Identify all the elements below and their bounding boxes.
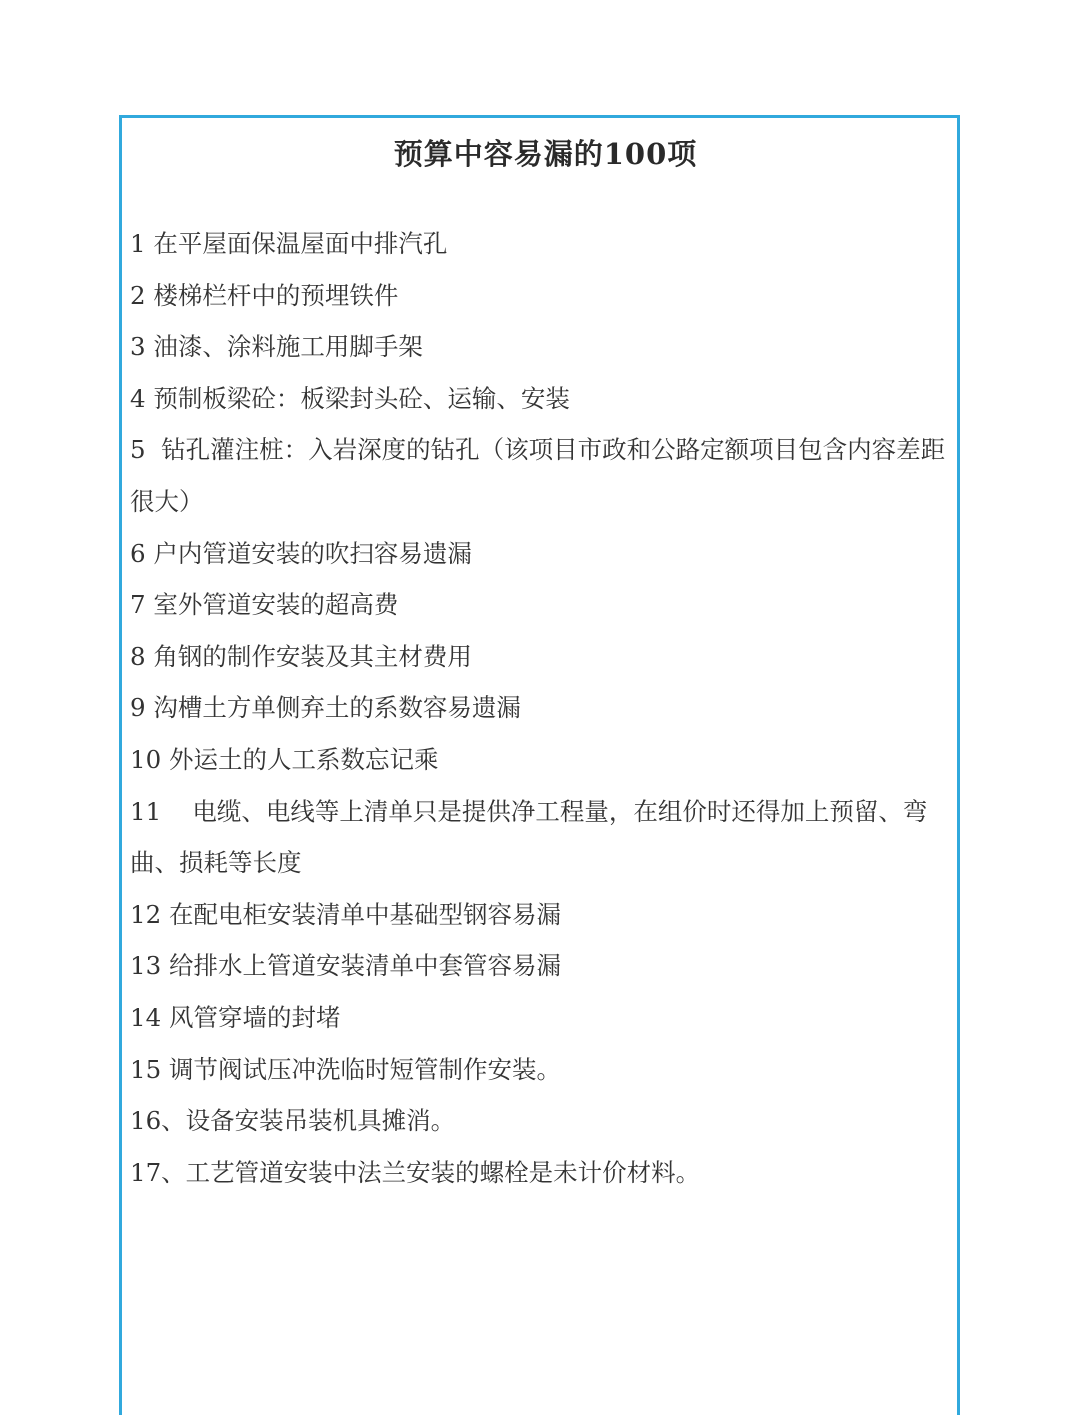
list-item: 17、工艺管道安装中法兰安装的螺栓是未计价材料。 xyxy=(130,1157,701,1187)
item-list xyxy=(130,218,956,1198)
list-item: 5 钻孔灌注桩：入岩深度的钻孔（该项目市政和公路定额项目包含内容差距很大） xyxy=(130,435,946,516)
list-item: 13 给排水上管道安装清单中套管容易漏 xyxy=(130,951,561,981)
list-item: 1 在平屋面保温屋面中排汽孔 xyxy=(130,229,448,258)
list-item: 16、设备安装吊装机具摊消。 xyxy=(130,1106,456,1136)
list-item: 3 油漆、涂料施工用脚手架 xyxy=(130,332,423,362)
list-item: 15 调节阀试压冲洗临时短管制作安装。 xyxy=(130,1054,561,1084)
list-item: 12 在配电柜安装清单中基础型钢容易漏 xyxy=(130,899,561,929)
document-frame xyxy=(119,115,960,1415)
list-item: 10 外运土的人工系数忘记乘 xyxy=(130,744,439,774)
list-item: 9 沟槽土方单侧弃土的系数容易遗漏 xyxy=(130,693,521,723)
list-item: 7 室外管道安装的超高费 xyxy=(130,590,399,620)
list-item: 2 楼梯栏杆中的预埋铁件 xyxy=(130,280,399,310)
list-item: 6 户内管道安装的吹扫容易遗漏 xyxy=(130,538,472,568)
list-item: 11 电缆、电线等上清单只是提供净工程量，在组价时还得加上预留、弯曲、损耗等长度 xyxy=(130,796,928,878)
list-item: 4 预制板梁砼：板梁封头砼、运输、安装 xyxy=(130,383,570,413)
list-item: 14 风管穿墙的封堵 xyxy=(130,1002,341,1032)
document-title: 预算中容易漏的100项 xyxy=(393,137,698,171)
list-item: 8 角钢的制作安装及其主材费用 xyxy=(130,641,472,671)
